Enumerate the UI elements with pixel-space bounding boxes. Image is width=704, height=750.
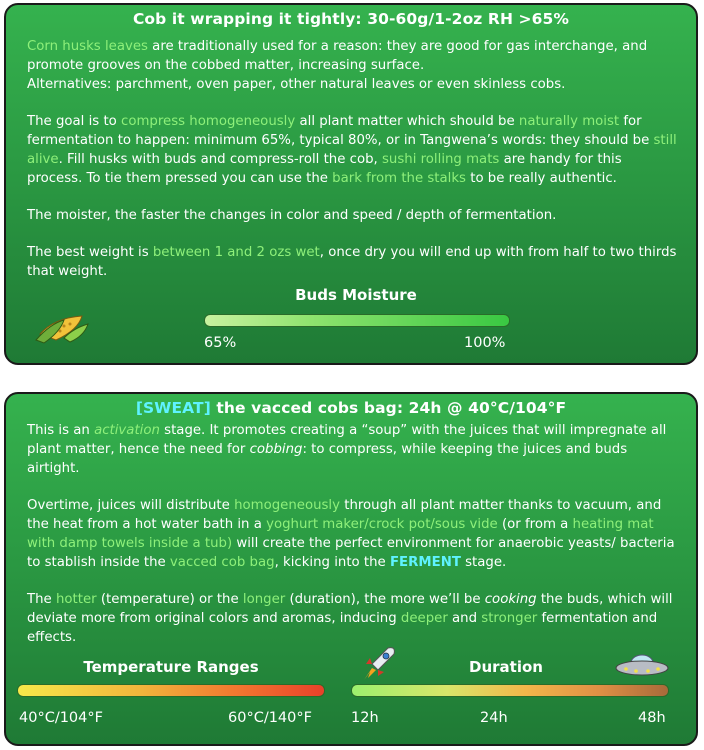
- highlight-text: sushi rolling mats: [381, 152, 500, 167]
- body-text: : to compress, while keeping the juices and buds airtight.: [27, 442, 628, 476]
- temperature-title: Temperature Ranges: [83, 658, 259, 676]
- body-text: Overtime, juices will distribute: [27, 498, 235, 513]
- body-text: through all plant matter thanks to vacuum, and the heat from a hot water bath in a: [27, 498, 662, 532]
- body-text: . Fill husks with buds and compress-roll the cob,: [58, 152, 382, 167]
- body-text: for fermentation to happen: minimum 65%, typical 80%, or in Tangwena’s words: they should be: [27, 114, 654, 148]
- duration-title: Duration: [469, 658, 543, 676]
- highlight-text: compress homogeneously: [121, 114, 296, 129]
- cob-wrapping-card: [4, 3, 698, 365]
- body-text: The goal is to: [27, 114, 122, 129]
- body-text: all plant matter which should be: [295, 114, 519, 129]
- sweat-title-tag: [SWEAT]: [135, 399, 211, 417]
- body-text: This is an: [27, 423, 95, 438]
- highlight-text: Corn husks leaves: [27, 39, 148, 54]
- body-text: (duration), the more we’ll be: [285, 592, 485, 607]
- body-text: The: [27, 592, 56, 607]
- ufo-icon: [614, 651, 670, 679]
- cob-paragraph-2: [27, 112, 680, 188]
- sweat-card: [4, 392, 698, 746]
- highlight-text: naturally moist: [518, 114, 620, 129]
- body-text: and: [447, 611, 482, 626]
- highlight-text: yoghurt maker/crock pot/sous vide: [266, 517, 498, 532]
- moisture-title: Buds Moisture: [295, 286, 417, 304]
- highlight-text: between 1 and 2 ozs wet: [152, 245, 320, 260]
- body-text: cobbing: [249, 442, 303, 457]
- cob-paragraph-4: [27, 243, 680, 281]
- moisture-bar: [204, 314, 510, 327]
- body-text: stage.: [460, 555, 507, 570]
- highlight-text: longer: [242, 592, 286, 607]
- highlight-text: deeper: [400, 611, 448, 626]
- highlight-text: still alive: [27, 133, 677, 167]
- cob-title: Cob it wrapping it tightly: 30-60g/1-2oz RH >65%: [132, 10, 570, 28]
- temperature-min-label: 40°C/104°F: [19, 710, 103, 726]
- body-text: (or from a: [497, 517, 573, 532]
- duration-bar: [351, 684, 669, 697]
- cob-paragraph-1: Corn husks leaves are traditionally used for a reason: they are good for gas interchange, and promote grooves on the cobbed matter, increasing surface. Alternatives: parchment, oven paper, other natural leaves or even skinless cobs.: [27, 39, 648, 92]
- duration-label-48h: 48h: [638, 710, 666, 726]
- highlight-text: bark from the stalks: [332, 171, 466, 186]
- highlight-text: activation: [94, 423, 160, 438]
- body-text: , kicking into the: [274, 555, 390, 570]
- body-text: are traditionally used for a reason: they are good for gas interchange, and promote grooves on the cobbed matter, increasing surface.: [27, 39, 648, 73]
- temperature-bar: [17, 684, 325, 697]
- moisture-max-label: 100%: [464, 335, 506, 351]
- sweat-paragraph-3: [27, 590, 680, 647]
- highlight-text: hotter: [55, 592, 97, 607]
- highlight-text: homogeneously: [234, 498, 340, 513]
- sweat-title: [SWEAT] the vacced cobs bag: 24h @ 40°C/104°F: [135, 399, 567, 417]
- moisture-min-label: 65%: [204, 335, 237, 351]
- body-text: The best weight is: [27, 245, 153, 260]
- ferment-keyword: FERMENT: [389, 555, 461, 570]
- corn-cob-icon: [34, 310, 90, 344]
- highlight-text: stronger: [481, 611, 538, 626]
- body-text: , once dry you will end up with from half to two thirds that weight.: [27, 245, 677, 279]
- body-text: the buds, which will deviate more from original colors and aromas, inducing: [27, 592, 673, 626]
- body-text: will create the perfect environment for anaerobic yeasts/ bacteria to stablish inside the: [27, 536, 675, 570]
- body-text: to be really authentic.: [466, 171, 617, 186]
- temperature-max-label: 60°C/140°F: [228, 710, 312, 726]
- body-text: are handy for this process. To tie them pressed you can use the: [27, 152, 622, 186]
- highlight-text: heating mat with damp towels inside a tub): [27, 517, 654, 551]
- body-text: stage. It promotes creating a “soup” with the juices that will impregnate all plant matter, hence the need for: [27, 423, 667, 457]
- highlight-text: vacced cob bag: [169, 555, 275, 570]
- sweat-paragraph-2: [27, 496, 680, 572]
- body-text: cooking: [484, 592, 537, 607]
- duration-label-12h: 12h: [351, 710, 379, 726]
- body-text: fermentation and effects.: [27, 611, 658, 645]
- body-text: (temperature) or the: [96, 592, 243, 607]
- duration-label-24h: 24h: [480, 710, 508, 726]
- sweat-paragraph-1: [27, 421, 680, 478]
- rocket-icon: [358, 644, 398, 684]
- cob-body: [27, 37, 680, 299]
- cob-paragraph-3: The moister, the faster the changes in color and speed / depth of fermentation.: [27, 208, 557, 223]
- sweat-body: [27, 421, 680, 665]
